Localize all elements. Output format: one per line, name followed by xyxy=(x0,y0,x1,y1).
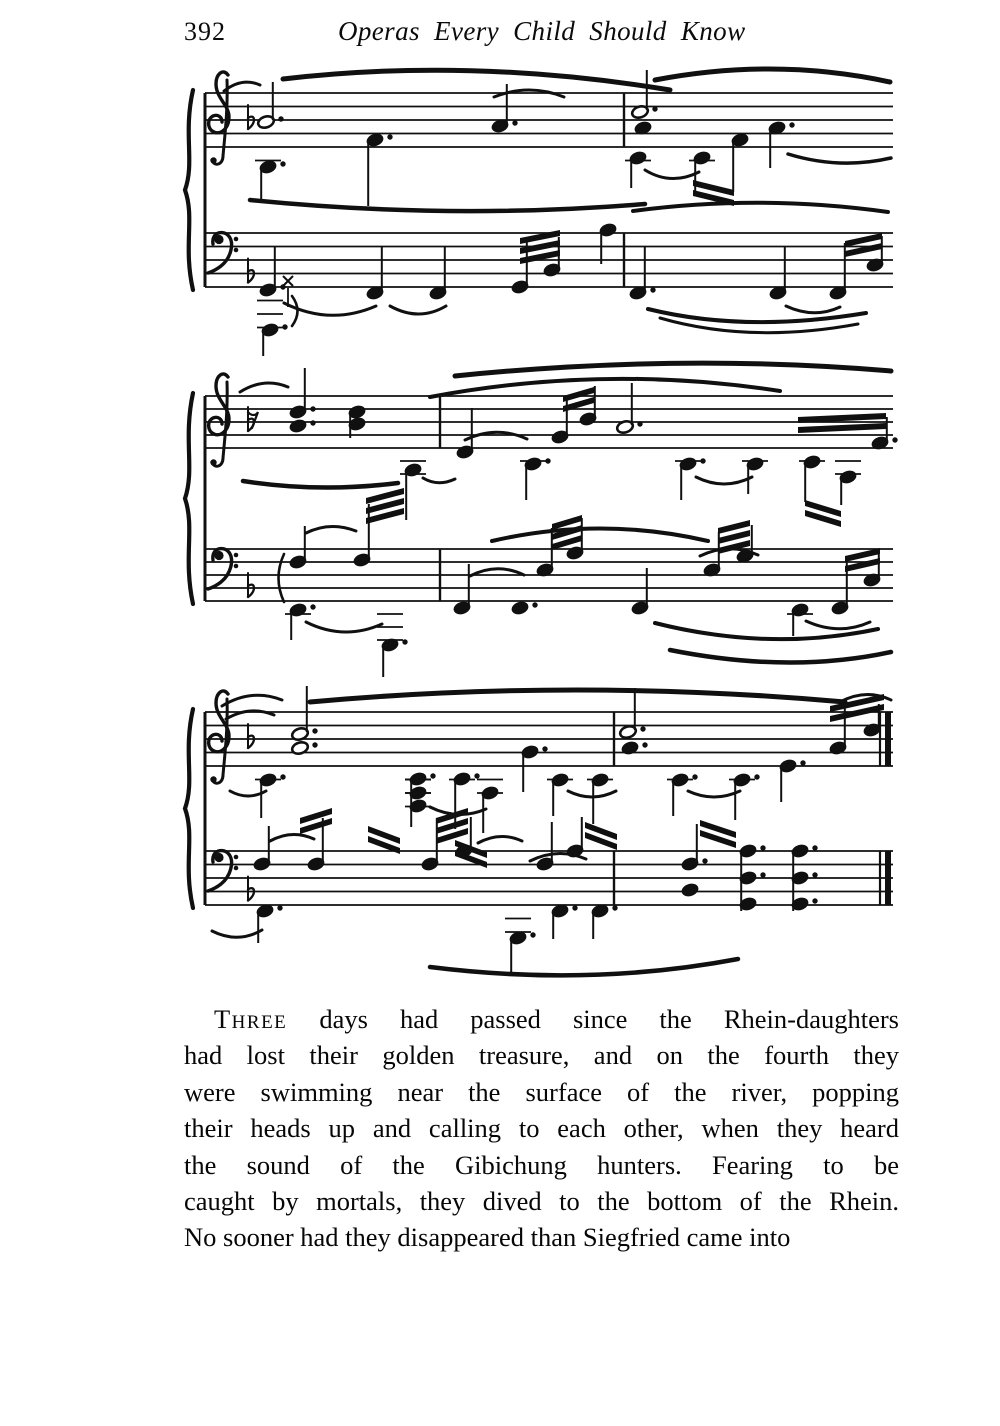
grand-staff-brace xyxy=(185,709,193,908)
bass-clef-icon xyxy=(208,851,238,891)
paragraph-line xyxy=(184,1001,899,1037)
treble-staff xyxy=(205,72,893,164)
music-system-1 xyxy=(185,69,893,356)
paragraph-line: had lost their golden treasure, and on the fourth they xyxy=(184,1040,899,1071)
grand-staff-brace xyxy=(185,90,193,290)
flat-sign-icon xyxy=(248,877,254,901)
paragraph-line: were swimming near the surface of the river, popping xyxy=(184,1076,899,1107)
treble-staff xyxy=(205,374,893,466)
grand-staff-brace xyxy=(185,393,193,604)
story-paragraph xyxy=(184,1001,899,1256)
treble-clef-icon xyxy=(209,72,229,164)
paragraph-line-text: days had passed since the Rhein-daughters xyxy=(287,1004,899,1034)
page-number: 392 xyxy=(184,17,226,46)
music-system-3 xyxy=(185,686,893,975)
flat-sign-icon xyxy=(248,105,254,129)
music-system-2 xyxy=(185,363,898,677)
paragraph-line: the sound of the Gibichung hunters. Fearing to be xyxy=(184,1149,899,1180)
paragraph-line: No sooner had they disappeared than Siegfried came into xyxy=(184,1222,791,1253)
bass-clef-icon xyxy=(208,233,238,273)
treble-clef-icon xyxy=(209,374,229,466)
flat-sign-icon xyxy=(248,573,254,597)
bass-notes xyxy=(279,488,892,677)
lead-word: Three xyxy=(214,1004,288,1034)
paragraph-line: their heads up and calling to each other, when they heard xyxy=(184,1113,899,1144)
treble-notes xyxy=(224,69,891,211)
paragraph-line: caught by mortals, they dived to the bottom of the Rhein. xyxy=(184,1186,899,1217)
bass-notes xyxy=(257,203,888,356)
running-title: Operas Every Child Should Know xyxy=(338,16,746,46)
treble-notes xyxy=(240,363,898,527)
flat-sign-icon xyxy=(248,724,254,748)
bass-clef-icon xyxy=(208,549,238,589)
flat-sign-icon xyxy=(248,259,254,283)
bass-staff xyxy=(205,233,893,287)
